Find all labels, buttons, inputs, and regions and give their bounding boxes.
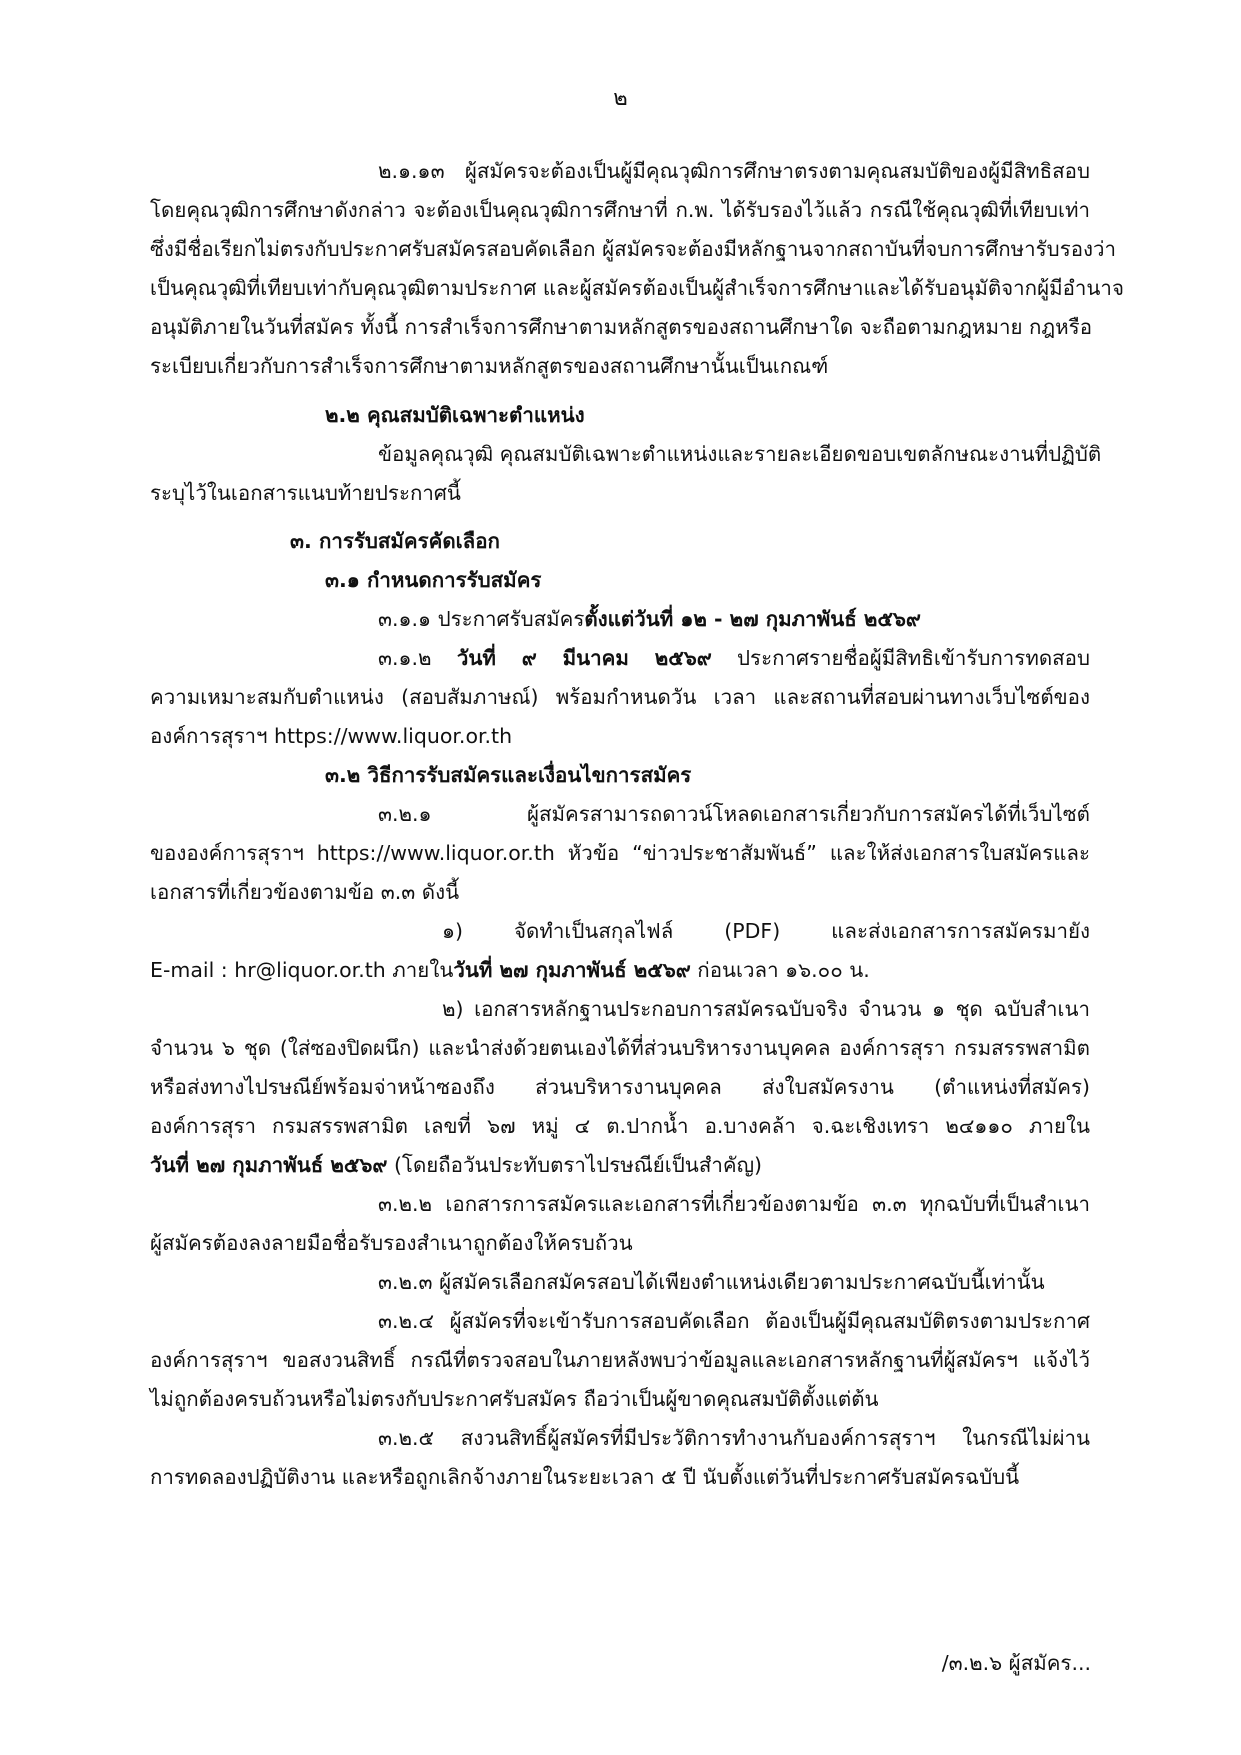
heading-3: ๓. การรับสมัครคัดเลือก bbox=[290, 529, 500, 553]
postal-deadline-date: วันที่ ๒๗ กุมภาพันธ์ ๒๕๖๙ bbox=[150, 1153, 388, 1177]
sub-item-2-line: หรือส่งทางไปรษณีย์พร้อมจ่าหน้าซองถึง ส่วนบริหารงานบุคคล ส่งใบสมัครงาน (ตำแหน่งที่สมัคร) bbox=[150, 1075, 1090, 1099]
deadline-time: ก่อนเวลา ๑๖.๐๐ น. bbox=[690, 958, 870, 982]
item-3-1-2-text: ประกาศรายชื่อผู้มีสิทธิเข้ารับการทดสอบ bbox=[711, 646, 1090, 670]
item-3-2-1-line: เอกสารที่เกี่ยวข้องตามข้อ ๓.๓ ดังนี้ bbox=[150, 880, 460, 904]
email-text: E-mail : hr@liquor.or.th ภายใน bbox=[150, 958, 454, 982]
sub-item-2-line: จำนวน ๖ ชุด (ใส่ซองปิดผนึก) และนำส่งด้วยตนเองได้ที่ส่วนบริหารงานบุคคล องค์การสุรา กรมสรรพสามิต bbox=[150, 1036, 1090, 1060]
item-3-1-2-num: ๓.๑.๒ bbox=[378, 646, 457, 670]
item-3-2-1-line: ขององค์การสุราฯ https://www.liquor.or.th หัวข้อ “ข่าวประชาสัมพันธ์” และให้ส่งเอกสารใบสมัครและ bbox=[150, 841, 1090, 865]
item-3-1-2 bbox=[378, 645, 1090, 672]
para-2113-line: ๒.๑.๑๓ ผู้สมัครจะต้องเป็นผู้มีคุณวุฒิการศึกษาตรงตามคุณสมบัติของผู้มีสิทธิสอบ bbox=[378, 159, 1090, 183]
deadline-date: วันที่ ๒๗ กุมภาพันธ์ ๒๕๖๙ bbox=[453, 958, 691, 982]
sub-item-2-line: ๒) เอกสารหลักฐานประกอบการสมัครฉบับจริง จำนวน ๑ ชุด ฉบับสำเนา bbox=[442, 997, 1090, 1021]
heading-3-1: ๓.๑ กำหนดการรับสมัคร bbox=[325, 568, 542, 592]
postal-note: (โดยถือวันประทับตราไปรษณีย์เป็นสำคัญ) bbox=[387, 1153, 763, 1177]
page-number: ๒ bbox=[613, 86, 628, 111]
sub-item-1-line: ๑) จัดทำเป็นสกุลไฟล์ (PDF) และส่งเอกสารการสมัครมายัง bbox=[442, 919, 1090, 943]
item-3-1-1 bbox=[378, 606, 1090, 633]
para-2113-line: ระเบียบเกี่ยวกับการสำเร็จการศึกษาตามหลักสูตรของสถานศึกษานั้นเป็นเกณฑ์ bbox=[150, 354, 829, 378]
heading-2-2: ๒.๒ คุณสมบัติเฉพาะตำแหน่ง bbox=[325, 403, 585, 427]
item-3-1-2-line: องค์การสุราฯ https://www.liquor.or.th bbox=[150, 724, 513, 748]
item-3-1-2-date: วันที่ ๙ มีนาคม ๒๕๖๙ bbox=[456, 646, 712, 670]
item-3-2-4-line: ๓.๒.๔ ผู้สมัครที่จะเข้ารับการสอบคัดเลือก ต้องเป็นผู้มีคุณสมบัติตรงตามประกาศ bbox=[378, 1309, 1090, 1333]
para-2113-line: อนุมัติภายในวันที่สมัคร ทั้งนี้ การสำเร็จการศึกษาตามหลักสูตรของสถานศึกษาใด จะถือตามกฎหมาย กฎหรือ bbox=[150, 315, 1093, 339]
item-3-2-4-line: ไม่ถูกต้องครบถ้วนหรือไม่ตรงกับประกาศรับสมัคร ถือว่าเป็นผู้ขาดคุณสมบัติตั้งแต่ต้น bbox=[150, 1387, 879, 1411]
item-3-2-5-line: การทดลองปฏิบัติงาน และหรือถูกเลิกจ้างภายในระยะเวลา ๕ ปี นับตั้งแต่วันที่ประกาศรับสมัครฉบับนี้ bbox=[150, 1465, 1020, 1489]
item-3-2-1-line: ๓.๒.๑ ผู้สมัครสามารถดาวน์โหลดเอกสารเกี่ยวกับการสมัครได้ที่เว็บไซต์ bbox=[378, 802, 1090, 826]
sub-item-2-line: องค์การสุรา กรมสรรพสามิต เลขที่ ๖๗ หมู่ ๔ ต.ปากน้ำ อ.บางคล้า จ.ฉะเชิงเทรา ๒๔๑๑๐ ภายใน bbox=[150, 1114, 1090, 1138]
item-3-1-2-line: ความเหมาะสมกับตำแหน่ง (สอบสัมภาษณ์) พร้อมกำหนดวัน เวลา และสถานที่สอบผ่านทางเว็บไซต์ของ bbox=[150, 685, 1090, 709]
item-3-1-1-date: ตั้งแต่วันที่ ๑๒ - ๒๗ กุมภาพันธ์ ๒๕๖๙ bbox=[584, 607, 921, 631]
para-22-line: ข้อมูลคุณวุฒิ คุณสมบัติเฉพาะตำแหน่งและรายละเอียดขอบเขตลักษณะงานที่ปฏิบัติ bbox=[378, 442, 1102, 466]
item-3-2-2-line: ผู้สมัครต้องลงลายมือชื่อรับรองสำเนาถูกต้องให้ครบถ้วน bbox=[150, 1231, 633, 1255]
para-2113-line: โดยคุณวุฒิการศึกษาดังกล่าว จะต้องเป็นคุณวุฒิการศึกษาที่ ก.พ. ได้รับรองไว้แล้ว กรณีใช้คุณวุฒิที่เทียบเท่า bbox=[150, 198, 1090, 222]
item-3-1-1-text: ๓.๑.๑ ประกาศรับสมัคร bbox=[378, 607, 585, 631]
item-3-2-4-line: องค์การสุราฯ ขอสงวนสิทธิ์ กรณีที่ตรวจสอบในภายหลังพบว่าข้อมูลและเอกสารหลักฐานที่ผู้สมัครฯ แจ้งไว้ bbox=[150, 1348, 1090, 1372]
item-3-2-3-line: ๓.๒.๓ ผู้สมัครเลือกสมัครสอบได้เพียงตำแหน่งเดียวตามประกาศฉบับนี้เท่านั้น bbox=[378, 1270, 1045, 1294]
page-continuation: /๓.๒.๖ ผู้สมัคร... bbox=[941, 1651, 1091, 1675]
sub-item-2-line bbox=[150, 1152, 1090, 1179]
para-2113-line: ซึ่งมีชื่อเรียกไม่ตรงกับประกาศรับสมัครสอบคัดเลือก ผู้สมัครจะต้องมีหลักฐานจากสถาบันที่จบการศึกษารับรองว่า bbox=[150, 237, 1117, 261]
para-22-line: ระบุไว้ในเอกสารแนบท้ายประกาศนี้ bbox=[150, 481, 461, 505]
heading-3-2: ๓.๒ วิธีการรับสมัครและเงื่อนไขการสมัคร bbox=[325, 763, 692, 787]
para-2113-line: เป็นคุณวุฒิที่เทียบเท่ากับคุณวุฒิตามประกาศ และผู้สมัครต้องเป็นผู้สำเร็จการศึกษาและได้รับอนุมัติจากผู้มีอำนาจ bbox=[150, 276, 1124, 300]
item-3-2-5-line: ๓.๒.๕ สงวนสิทธิ์ผู้สมัครที่มีประวัติการทำงานกับองค์การสุราฯ ในกรณีไม่ผ่าน bbox=[378, 1426, 1090, 1450]
item-3-2-2-line: ๓.๒.๒ เอกสารการสมัครและเอกสารที่เกี่ยวข้องตามข้อ ๓.๓ ทุกฉบับที่เป็นสำเนา bbox=[378, 1192, 1090, 1216]
sub-item-1-line bbox=[150, 957, 1090, 984]
